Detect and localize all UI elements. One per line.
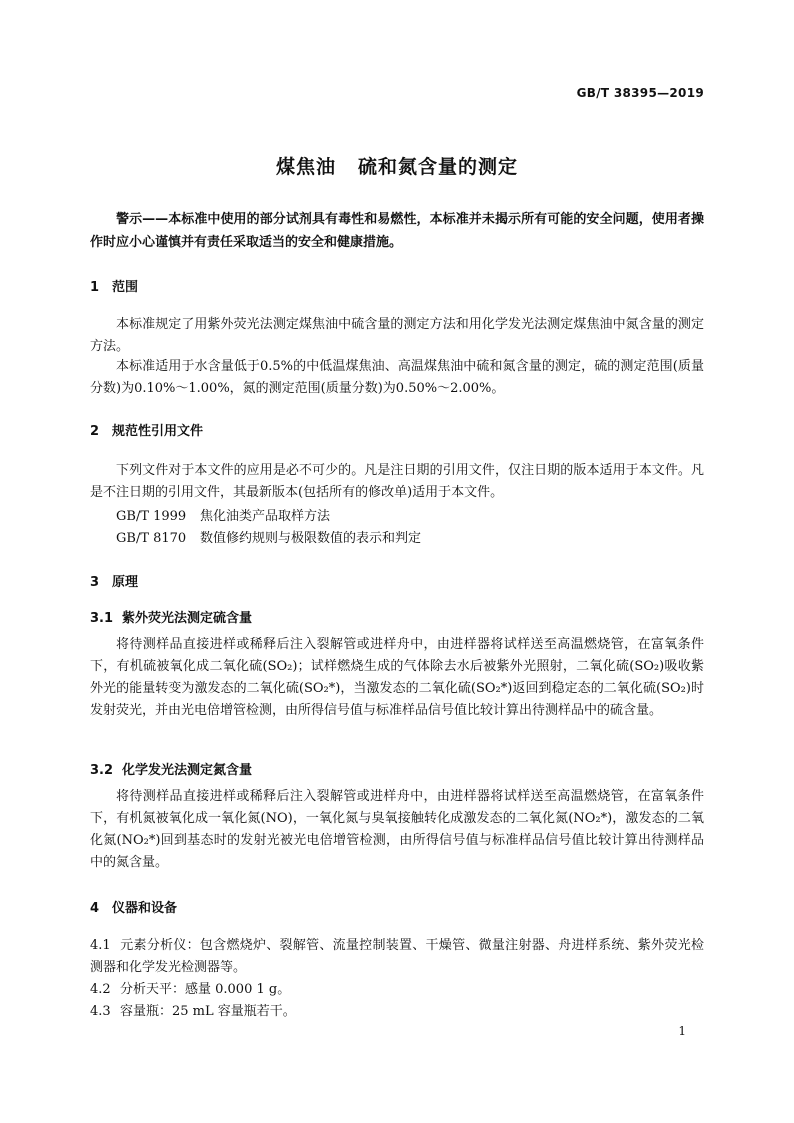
standard-code: GB/T 38395—2019 [576,86,704,100]
subsection-heading-3-1 [90,607,252,626]
equipment-item [90,1001,704,1023]
reference-item [116,505,330,524]
equipment-item [90,935,704,979]
subsection-number: 3.1 [90,611,114,626]
reference-code: GB/T 1999 [116,509,187,524]
item-text: 元素分析仪：包含燃烧炉、裂解管、流量控制装置、干燥管、微量注射器、舟进样系统、紫外荧光检测器和化学发光检测器等。 [90,938,704,975]
section-number: 1 [90,280,100,295]
section-heading-3 [90,571,138,590]
section-number: 4 [90,901,100,916]
section-title: 原理 [112,575,139,590]
subsection-title: 紫外荧光法测定硫含量 [122,611,253,626]
section-title: 范围 [112,280,139,295]
warning-notice: 警示——本标准中使用的部分试剂具有毒性和易燃性，本标准并未揭示所有可能的安全问题，使用者操作时应小心谨慎并有责任采取适当的安全和健康措施。 [90,212,704,250]
document-title [0,152,794,179]
equipment-item [90,979,704,1001]
section-number: 2 [90,424,100,439]
item-number: 4.3 [90,1004,111,1019]
principle-sulfur-paragraph: 将待测样品直接进样或稀释后注入裂解管或进样舟中，由进样器将试样送至高温燃烧管，在富氧条件下，有机硫被氧化成二氧化硫(SO₂)；试样燃烧生成的气体除去水后被紫外光照射，二氧化硫(SO₂)吸收紫外光的能量转变为激发态的二氧化硫(SO₂*)，当激发态的二氧化硫(SO₂*)返回到稳定态的二氧化硫(SO₂)时发射荧光，并由光电倍增管检测，由所得信号值与标准样品信号值比较计算出待测样品中的硫含量。 [90,637,704,718]
scope-paragraph-1: 本标准规定了用紫外荧光法测定煤焦油中硫含量的测定方法和用化学发光法测定煤焦油中氮含量的测定方法。 [90,317,704,354]
reference-title: 焦化油类产品取样方法 [200,509,331,524]
item-number: 4.1 [90,938,111,953]
reference-item [116,527,421,546]
section-heading-1 [90,276,138,295]
subsection-heading-3-2 [90,759,252,778]
page-number: 1 [678,1024,686,1038]
section-title: 仪器和设备 [112,901,178,916]
references-paragraph: 下列文件对于本文件的应用是必不可少的。凡是注日期的引用文件，仅注日期的版本适用于本文件。凡是不注日期的引用文件，其最新版本(包括所有的修改单)适用于本文件。 [90,463,704,500]
title-part-1: 煤焦油 [275,156,336,178]
item-text: 容量瓶：25 mL 容量瓶若干。 [120,1004,296,1019]
subsection-number: 3.2 [90,763,114,778]
section-number: 3 [90,575,100,590]
item-number: 4.2 [90,982,111,997]
item-text: 分析天平：感量 0.000 1 g。 [120,982,291,997]
section-title: 规范性引用文件 [112,424,204,439]
reference-title: 数值修约规则与极限数值的表示和判定 [200,531,422,546]
title-part-2: 硫和氮含量的测定 [358,156,519,178]
section-heading-4 [90,897,177,916]
reference-code: GB/T 8170 [116,531,187,546]
subsection-title: 化学发光法测定氮含量 [122,763,253,778]
principle-nitrogen-paragraph: 将待测样品直接进样或稀释后注入裂解管或进样舟中，由进样器将试样送至高温燃烧管，在富氧条件下，有机氮被氧化成一氧化氮(NO)，一氧化氮与臭氧接触转化成激发态的二氧化氮(NO₂*)，激发态的二氧化氮(NO₂*)回到基态时的发射光被光电倍增管检测，由所得信号值与标准样品信号值比较计算出待测样品中的氮含量。 [90,789,704,870]
section-heading-2 [90,420,203,439]
scope-paragraph-2: 本标准适用于水含量低于0.5%的中低温煤焦油、高温煤焦油中硫和氮含量的测定，硫的测定范围(质量分数)为0.10%～1.00%，氮的测定范围(质量分数)为0.50%～2.00%。 [90,359,704,396]
